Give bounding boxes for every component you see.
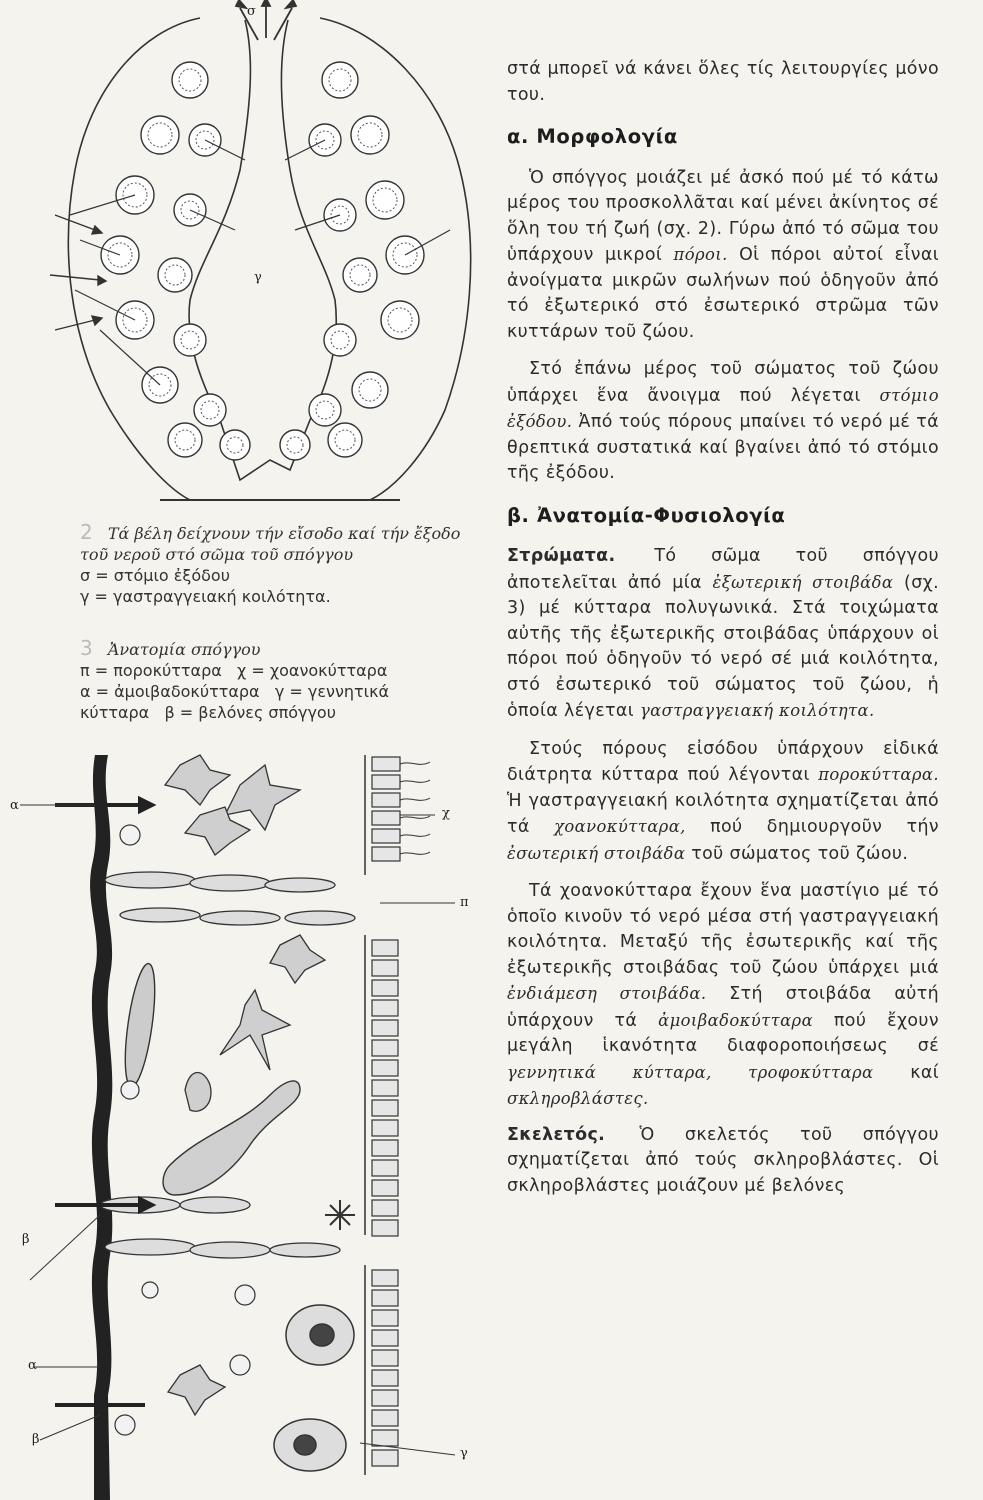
text-span: Ὁ σκελετός τοῦ σπόγγου σχηματίζεται ἀπό τούς σκληροβλάστες. Οἱ σκληροβλάστες μοιάζουν μέ βελόνες bbox=[507, 1124, 940, 1196]
figure-2-caption-text: Τά βέλη δείχνουν τήν εἴσοδο καί τήν ἔξοδο τοῦ νεροῦ στό σῶμα τοῦ σπόγγου bbox=[80, 524, 461, 564]
figure-2-sponge-diagram bbox=[40, 0, 480, 515]
figure-3-label-chi: χ bbox=[442, 806, 450, 821]
term-outer-layer: ἐξωτερική στοιβάδα bbox=[712, 572, 894, 592]
paragraph-layers bbox=[507, 544, 939, 725]
text-span: Ἀπό τούς πόρους μπαίνει τό νερό μέ τά θρεπτικά συστατικά καί βγαίνει ἀπό τό στόμιο τῆς ἐξόδου. bbox=[507, 412, 939, 483]
paragraph-morphology-1 bbox=[507, 166, 939, 346]
figure-3-legend-line-3: κύτταρα β = βελόνες σπόγγου bbox=[80, 703, 336, 722]
text-span: πού ἔχουν μεγάλη ἱκανότητα διαφοροποιήσεως σέ bbox=[507, 1010, 940, 1056]
paragraph-morphology-2 bbox=[507, 357, 939, 487]
main-text-column bbox=[507, 57, 939, 1199]
figure-2-gamma-label: γ bbox=[254, 270, 262, 285]
text-span: Στό ἐπάνω μέρος τοῦ σώματος τοῦ ζώου ὑπάρχει ἕνα ἄνοιγμα πού λέγεται bbox=[507, 359, 939, 406]
term-middle-layer: ἐνδιάμεση στοιβάδα. bbox=[507, 984, 707, 1003]
figure-3-anatomy-diagram bbox=[0, 735, 490, 1500]
text-span: καί bbox=[910, 1062, 939, 1083]
text-span: Οἱ πόροι αὐτοί εἶναι ἀνοίγματα μικρῶν σωλήνων πού ὁδηγοῦν ἀπό τό ἐξωτερικό στό ἐσωτερικό στρῶμα τῶν κυττάρων τοῦ ζώου. bbox=[507, 245, 939, 342]
paragraph-choanocytes bbox=[507, 879, 939, 1113]
paragraph-intro: στά μπορεῖ νά κάνει ὅλες τίς λειτουργίες μόνο του. bbox=[507, 59, 939, 105]
text-span: πού δημιουργοῦν τήν bbox=[710, 817, 939, 837]
figure-3-label-alpha-1: α bbox=[10, 798, 19, 813]
term-gastrovascular-cavity: γαστραγγειακή κοιλότητα. bbox=[639, 701, 875, 720]
term-skeleton: Σκελετός. bbox=[507, 1124, 606, 1145]
term-pores: πόροι. bbox=[673, 245, 728, 264]
heading-anatomy-physiology: β. Ἀνατομία-Φυσιολογία bbox=[507, 503, 786, 527]
term-inner-layer: ἐσωτερική στοιβάδα bbox=[507, 843, 686, 863]
text-span: Τό σῶμα τοῦ σπόγγου ἀποτελεῖται ἀπό μία bbox=[507, 546, 939, 593]
term-exit-opening: στόμιο ἐξόδου. bbox=[507, 385, 939, 431]
figure-3-label-gamma: γ bbox=[460, 1446, 468, 1461]
figure-3-legend-line-2: α = ἀμοιβαδοκύτταρα γ = γεννητικά bbox=[80, 682, 390, 701]
figure-2-number: 2 bbox=[80, 520, 93, 544]
figure-3-label-beta-2: β bbox=[32, 1432, 40, 1447]
term-scleroblasts: σκληροβλάστες. bbox=[507, 1089, 649, 1108]
figure-3-caption-text: Ἀνατομία σπόγγου bbox=[107, 640, 261, 659]
figure-2-legend-sigma: σ = στόμιο ἐξόδου bbox=[80, 566, 230, 585]
term-layers: Στρώματα. bbox=[507, 546, 616, 566]
text-span: Ἡ γαστραγγειακή κοιλότητα σχηματίζεται ἀπό τά bbox=[507, 790, 939, 837]
figure-3-caption bbox=[80, 638, 480, 723]
heading-morphology: α. Μορφολογία bbox=[507, 125, 678, 148]
figure-2-sigma-label: σ bbox=[247, 4, 256, 19]
term-choanocytes: χοανοκύτταρα, bbox=[554, 817, 686, 836]
term-amoebocytes: ἀμοιβαδοκύτταρα bbox=[658, 1010, 814, 1030]
term-porocytes: ποροκύτταρα. bbox=[818, 765, 939, 784]
figure-2-caption bbox=[80, 522, 480, 607]
figure-3-legend-line-1: π = ποροκύτταρα χ = χοανοκύτταρα bbox=[80, 661, 388, 680]
text-span: Στούς πόρους εἰσόδου ὑπάρχουν εἰδικά διάτρητα κύτταρα πού λέγονται bbox=[507, 738, 939, 785]
text-span: Ὁ σπόγγος μοιάζει μέ ἀσκό πού μέ τό κάτω μέρος του προσκολλᾶται καί μένει ἀκίνητος σέ ὅλη του τή ζωή (σχ. 2). Γύρω ἀπό τό σῶμα του ὑπάρχουν μικροί bbox=[507, 167, 939, 265]
figure-3-label-beta-1: β bbox=[22, 1232, 30, 1247]
figure-3-label-alpha-2: α bbox=[28, 1358, 37, 1373]
text-span: Τά χοανοκύτταρα ἔχουν ἕνα μαστίγιο μέ τό ὁποῖο κινοῦν τό νερό μέσα στή γαστραγγειακή κοιλότητα. Μεταξύ τῆς ἐσωτερικῆς καί τῆς ἐξωτερικῆς στοιβάδας τοῦ ζώου ὑπάρχει μιά bbox=[507, 881, 939, 978]
text-span: Στή στοιβάδα αὐτή ὑπάρχουν τά bbox=[507, 984, 939, 1031]
figure-3-number: 3 bbox=[80, 636, 93, 660]
text-span: τοῦ σώματος τοῦ ζώου. bbox=[691, 843, 909, 864]
figure-3-label-pi: π bbox=[460, 895, 469, 910]
figure-2-legend-gamma: γ = γαστραγγειακή κοιλότητα. bbox=[80, 587, 331, 606]
paragraph-skeleton bbox=[507, 1123, 939, 1200]
term-germ-cells: γεννητικά κύτταρα, τροφοκύτταρα bbox=[507, 1062, 874, 1082]
paragraph-porocytes bbox=[507, 737, 939, 868]
text-span: (σχ. 3) μέ κύτταρα πολυγωνικά. Στά τοιχώματα αὐτῆς τῆς ἐξωτερικῆς στοιβάδας ὑπάρχουν οἱ πόροι πού ὁδηγοῦν τό νερό σέ μιά κοιλότητα, στό ἐσωτερικό τοῦ σώματος τοῦ ζώου, ἡ ὁποία λέγεται bbox=[507, 572, 940, 721]
